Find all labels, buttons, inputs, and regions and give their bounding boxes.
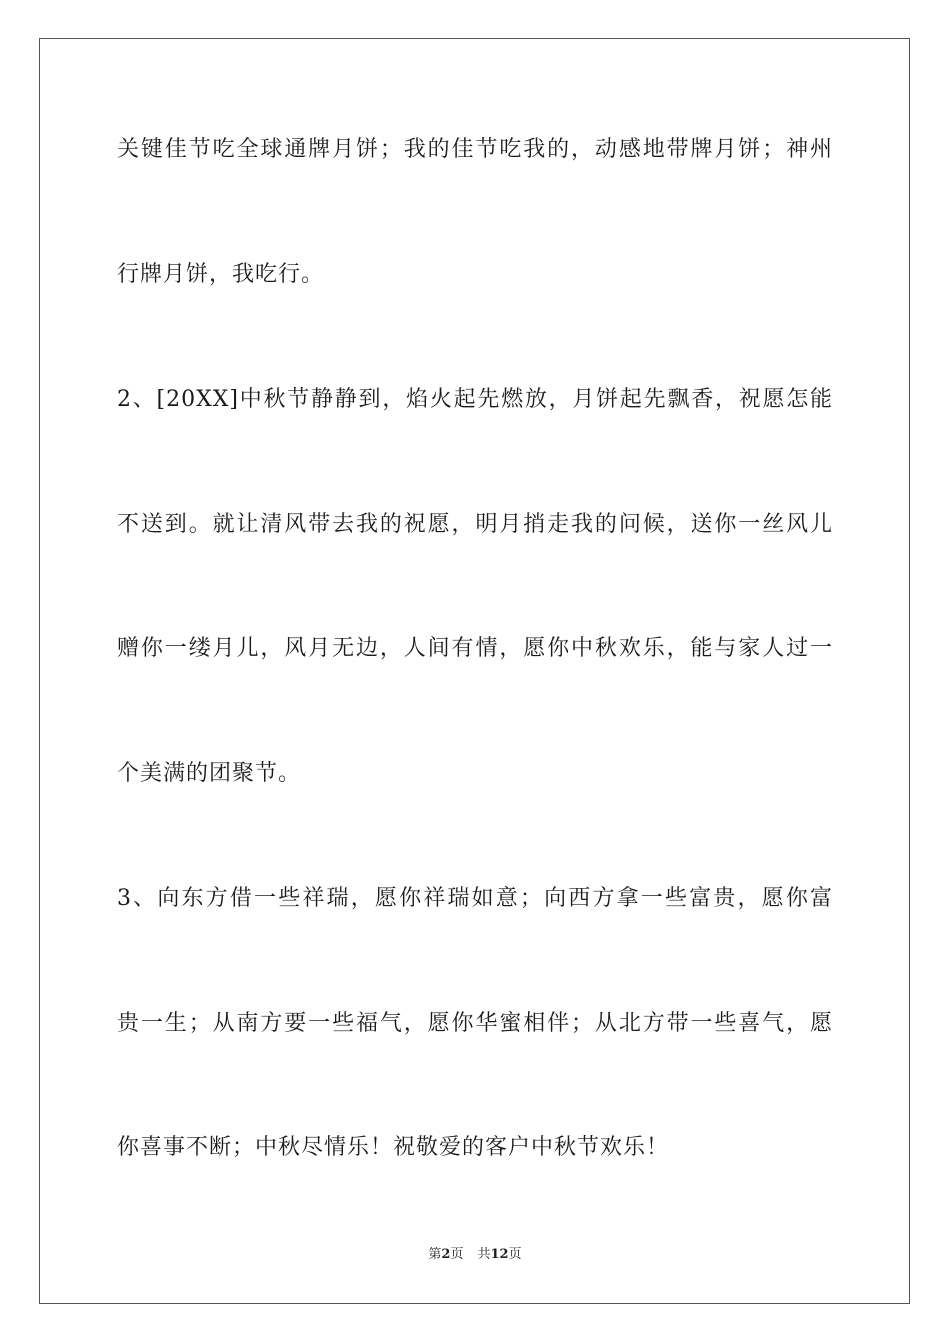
page-border xyxy=(39,38,910,1304)
text-line-6: 个美满的团聚节。 xyxy=(117,761,302,786)
text-line-1: 关键佳节吃全球通牌月饼；我的佳节吃我的，动感地带牌月饼；神州 xyxy=(117,137,833,162)
page-footer xyxy=(0,1246,950,1264)
page-suffix: 页 xyxy=(450,1247,464,1262)
total-prefix: 共 xyxy=(477,1247,491,1262)
text-line-7: 3、向东方借一些祥瑞，愿你祥瑞如意；向西方拿一些富贵，愿你富 xyxy=(117,886,833,911)
total-suffix: 页 xyxy=(508,1247,522,1262)
page-number: 2 xyxy=(441,1247,451,1262)
text-line-9: 你喜事不断；中秋尽情乐！祝敬爱的客户中秋节欢乐！ xyxy=(117,1135,670,1160)
total-pages: 12 xyxy=(490,1247,509,1262)
text-line-2: 行牌月饼，我吃行。 xyxy=(117,262,325,287)
text-line-8: 贵一生；从南方要一些福气，愿你华蜜相伴；从北方带一些喜气，愿 xyxy=(117,1011,833,1036)
page-prefix: 第 xyxy=(428,1247,442,1262)
text-line-4: 不送到。就让清风带去我的祝愿，明月捎走我的问候，送你一丝风儿 xyxy=(117,512,833,537)
text-line-5: 赠你一缕月儿，风月无边，人间有情，愿你中秋欢乐，能与家人过一 xyxy=(117,636,833,661)
text-line-3: 2、[20XX]中秋节静静到，焰火起先燃放，月饼起先飘香，祝愿怎能 xyxy=(117,387,833,412)
